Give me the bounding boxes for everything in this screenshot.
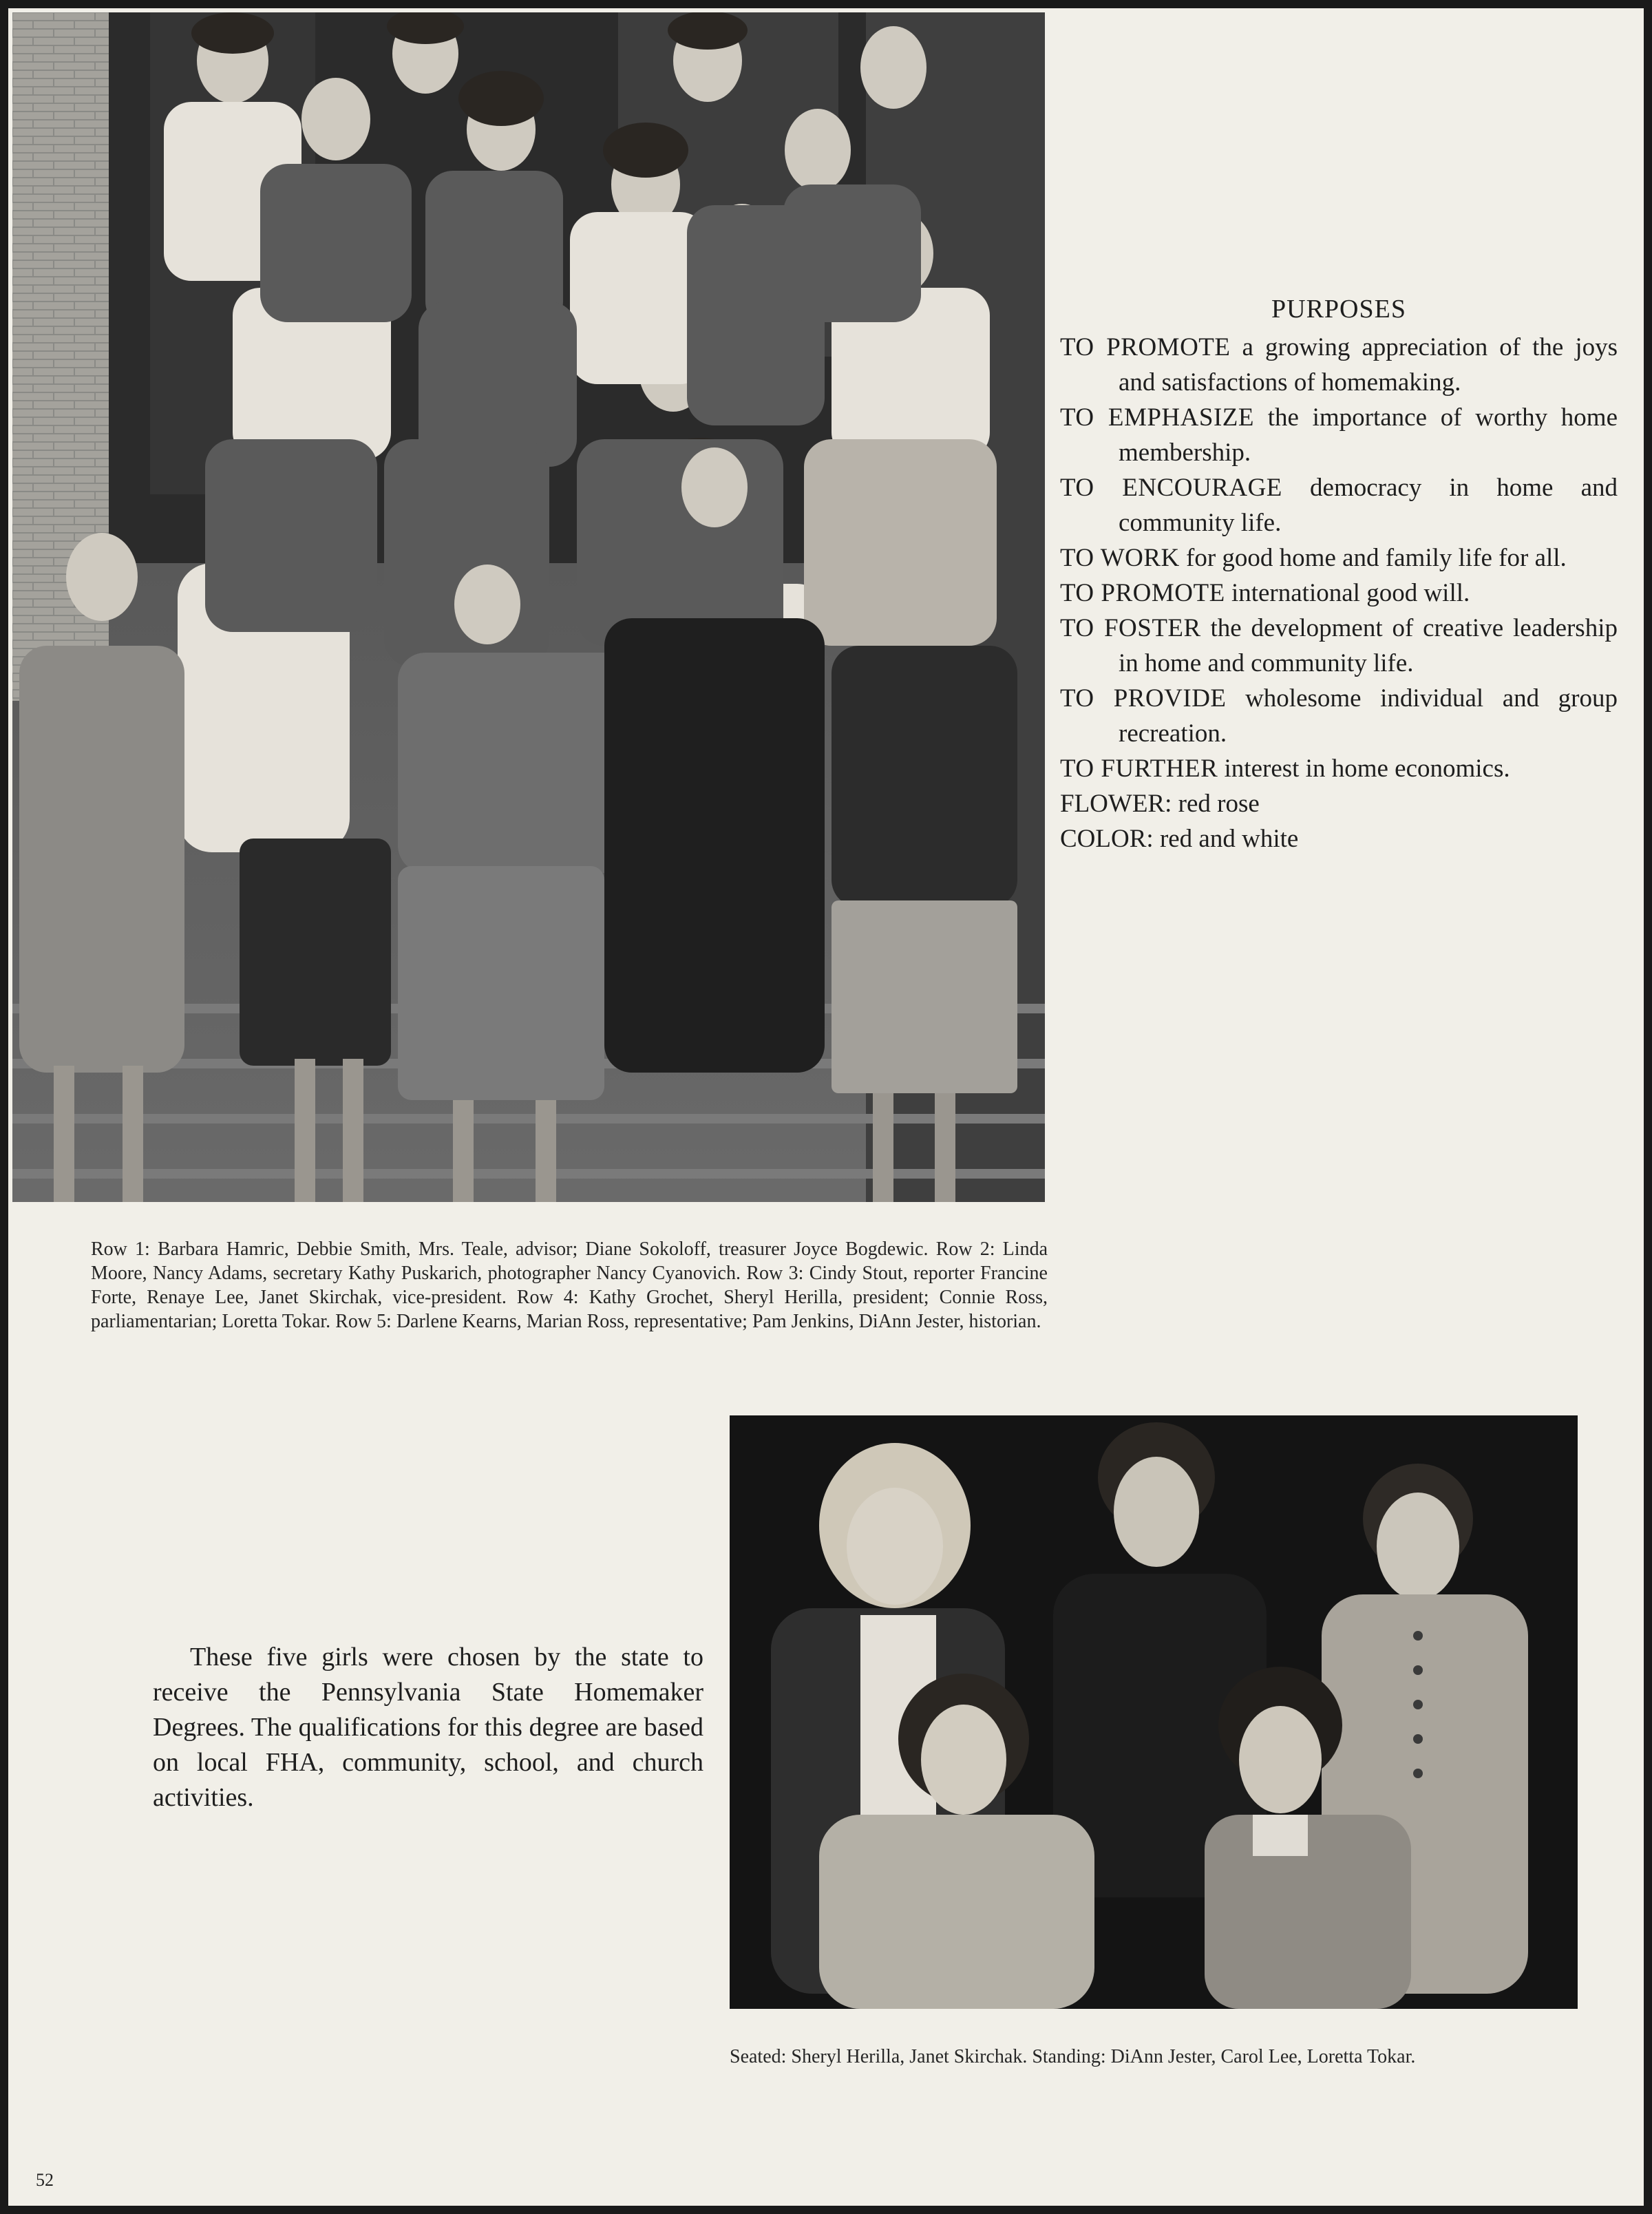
purpose-verb: TO ENCOURAGE <box>1060 474 1282 502</box>
purposes-title: PURPOSES <box>1271 295 1406 324</box>
flower-line <box>1060 786 1618 821</box>
purpose-item <box>1060 330 1618 400</box>
purpose-text: for good home and family life for all. <box>1179 544 1567 572</box>
purpose-verb: TO EMPHASIZE <box>1060 403 1254 432</box>
purpose-verb: TO PROMOTE <box>1060 579 1225 607</box>
purpose-verb: TO FURTHER <box>1060 755 1218 783</box>
group-photo-caption: Row 1: Barbara Hamric, Debbie Smith, Mrs. Teale, advisor; Diane Sokoloff, treasurer Joyce Bogdewic. Row 2: Linda Moore, Nancy Adams, secretary Kathy Puskarich, photographer Nancy Cyanovich. Row 3: Cindy Stout, reporter Francine Forte, Renaye Lee, Janet Skirchak, vice-president. Row 4: Kathy Grochet, Sheryl Herilla, president; Connie Ross, parliamentarian; Loretta Tokar. Row 5: Darlene Kearns, Marian Ross, representative; Pam Jenkins, DiAnn Jester, historian. <box>91 1238 1048 1332</box>
group-photo <box>12 12 1045 1202</box>
purpose-text: international good will. <box>1225 579 1470 607</box>
purpose-verb: TO PROVIDE <box>1060 684 1227 713</box>
purpose-item <box>1060 576 1618 611</box>
purpose-text: a growing appreciation of the joys and satisfactions of homemaking. <box>1119 333 1618 397</box>
purpose-verb: TO WORK <box>1060 544 1180 572</box>
purpose-item <box>1060 540 1618 576</box>
page-number: 52 <box>36 2170 54 2190</box>
flower-label: FLOWER: <box>1060 790 1172 818</box>
degree-blurb: These five girls were chosen by the state to receive the Pennsylvania State Homemaker Degrees. The qualifications for this degree are based on local FHA, community, school, and church activities. <box>153 1643 703 1812</box>
color-line <box>1060 821 1618 856</box>
purpose-item <box>1060 611 1618 681</box>
flower-value: red rose <box>1172 790 1260 818</box>
purpose-text: interest in home economics. <box>1218 755 1510 783</box>
purpose-text: wholesome individual and group recreation. <box>1119 684 1618 748</box>
purpose-text: the development of creative leadership in home and community life. <box>1119 614 1618 677</box>
color-label: COLOR: <box>1060 825 1154 853</box>
degree-photo-caption: Seated: Sheryl Herilla, Janet Skirchak. Standing: DiAnn Jester, Carol Lee, Loretta Tokar. <box>730 2046 1416 2067</box>
purpose-text: the importance of worthy home membership. <box>1119 403 1618 467</box>
purpose-item <box>1060 681 1618 751</box>
color-value: red and white <box>1153 825 1299 853</box>
degree-photo <box>730 1415 1578 2009</box>
purpose-item <box>1060 751 1618 786</box>
purpose-verb: TO FOSTER <box>1060 614 1201 642</box>
purpose-verb: TO PROMOTE <box>1060 333 1231 361</box>
purpose-item <box>1060 400 1618 470</box>
purpose-text: democracy in home and community life. <box>1119 474 1618 537</box>
purposes-section <box>1060 292 1618 856</box>
purpose-item <box>1060 470 1618 540</box>
yearbook-page <box>8 8 1644 2206</box>
